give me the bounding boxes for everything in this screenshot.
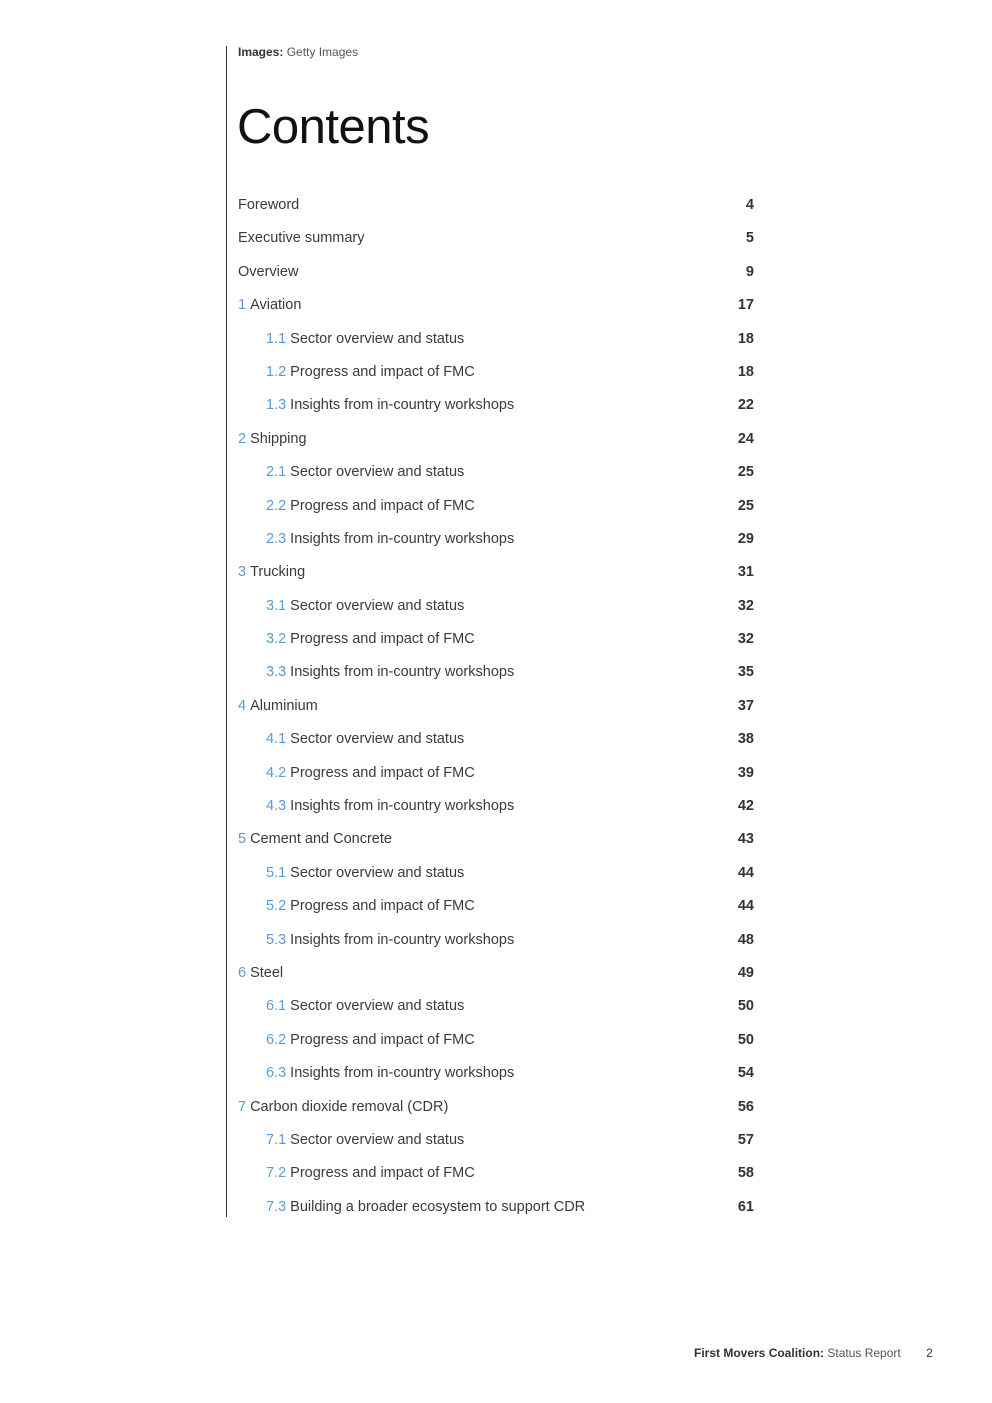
toc-entry-label: Shipping (250, 430, 307, 447)
toc-entry-page-number: 5 (745, 230, 754, 247)
toc-entry-page-number: 42 (737, 798, 754, 815)
toc-section-entry[interactable] (238, 823, 754, 856)
toc-entry-number: 3.3 (266, 664, 287, 681)
toc-entry-number: 7.3 (266, 1198, 287, 1215)
toc-section-entry[interactable] (238, 1091, 754, 1124)
toc-entry-number: 4.1 (266, 731, 287, 748)
table-of-contents (238, 189, 754, 1224)
toc-entry-number: 1.3 (266, 397, 287, 414)
toc-entry-page-number: 56 (737, 1098, 754, 1115)
footer-doc-title: Status Report (827, 1346, 901, 1360)
toc-section-entry[interactable] (238, 957, 754, 990)
toc-entry-page-number: 54 (737, 1065, 754, 1082)
toc-entry-page-number: 44 (737, 898, 754, 915)
toc-subsection-entry[interactable] (238, 1157, 754, 1190)
toc-entry-number: 6 (238, 964, 247, 981)
toc-subsection-entry[interactable] (238, 623, 754, 656)
toc-entry-page-number: 4 (745, 197, 754, 213)
toc-entry-number: 2.3 (266, 530, 287, 547)
toc-entry-label: Steel (250, 964, 284, 981)
footer-page-number: 2 (926, 1346, 933, 1360)
toc-subsection-entry[interactable] (238, 723, 754, 756)
toc-section-entry[interactable] (238, 690, 754, 723)
toc-entry-label: Progress and impact of FMC (290, 631, 475, 648)
toc-entry-label: Progress and impact of FMC (290, 363, 475, 380)
toc-entry-page-number: 61 (737, 1198, 754, 1215)
toc-section-entry[interactable] (238, 289, 754, 322)
toc-entry-label: Building a broader ecosystem to support CDR (290, 1198, 586, 1215)
toc-entry-page-number: 25 (737, 497, 754, 514)
toc-entry-number: 4 (238, 697, 247, 714)
toc-entry-label: Insights from in-country workshops (290, 1065, 515, 1082)
toc-entry-label: Overview (238, 263, 299, 280)
toc-entry-label: Sector overview and status (290, 864, 465, 881)
toc-section-entry[interactable] (238, 222, 754, 255)
toc-subsection-entry[interactable] (238, 1057, 754, 1090)
toc-subsection-entry[interactable] (238, 323, 754, 356)
toc-entry-page-number: 24 (737, 430, 754, 447)
toc-entry-page-number: 50 (737, 998, 754, 1015)
toc-subsection-entry[interactable] (238, 924, 754, 957)
toc-subsection-entry[interactable] (238, 656, 754, 689)
toc-entry-label: Sector overview and status (290, 597, 465, 614)
toc-subsection-entry[interactable] (238, 757, 754, 790)
toc-subsection-entry[interactable] (238, 1191, 754, 1224)
toc-entry-page-number: 37 (737, 697, 754, 714)
toc-entry-page-number: 18 (737, 363, 754, 380)
toc-entry-number: 1.1 (266, 330, 287, 347)
toc-entry-number: 5.3 (266, 931, 287, 948)
left-vertical-rule (226, 46, 227, 1217)
toc-entry-label: Progress and impact of FMC (290, 898, 475, 915)
toc-entry-label: Executive summary (238, 230, 365, 247)
page-footer (694, 1346, 933, 1360)
toc-entry-label: Aluminium (250, 697, 318, 714)
toc-entry-label: Progress and impact of FMC (290, 1031, 475, 1048)
toc-entry-label: Insights from in-country workshops (290, 530, 515, 547)
toc-subsection-entry[interactable] (238, 857, 754, 890)
toc-entry-number: 6.3 (266, 1065, 287, 1082)
toc-subsection-entry[interactable] (238, 890, 754, 923)
toc-section-entry[interactable] (238, 423, 754, 456)
toc-subsection-entry[interactable] (238, 1024, 754, 1057)
footer-org: First Movers Coalition: (694, 1346, 825, 1360)
toc-entry-number: 3.1 (266, 597, 287, 614)
toc-entry-number: 5 (238, 831, 247, 848)
toc-entry-page-number: 9 (745, 263, 754, 280)
toc-entry-number: 3.2 (266, 631, 287, 648)
toc-entry-page-number: 32 (737, 631, 754, 648)
toc-entry-number: 2 (238, 430, 247, 447)
toc-entry-number: 2.1 (266, 464, 287, 481)
image-credit (238, 45, 358, 59)
toc-entry-label: Sector overview and status (290, 998, 465, 1015)
toc-entry-page-number: 49 (737, 964, 754, 981)
toc-entry-number: 7 (238, 1098, 247, 1115)
toc-entry-page-number: 17 (737, 297, 754, 314)
toc-entry-number: 4.3 (266, 798, 287, 815)
toc-entry-number: 2.2 (266, 497, 287, 514)
toc-entry-page-number: 38 (737, 731, 754, 748)
toc-subsection-entry[interactable] (238, 389, 754, 422)
toc-section-entry[interactable] (238, 256, 754, 289)
toc-entry-label: Sector overview and status (290, 464, 465, 481)
toc-entry-label: Sector overview and status (290, 731, 465, 748)
page-title: Contents (237, 100, 430, 154)
toc-entry-number: 5.2 (266, 898, 287, 915)
toc-entry-page-number: 29 (737, 530, 754, 547)
toc-entry-page-number: 50 (737, 1031, 754, 1048)
toc-entry-page-number: 39 (737, 764, 754, 781)
toc-subsection-entry[interactable] (238, 523, 754, 556)
toc-entry-number: 6.1 (266, 998, 287, 1015)
toc-entry-label: Cement and Concrete (250, 831, 392, 848)
image-credit-label: Images: (238, 45, 284, 59)
toc-subsection-entry[interactable] (238, 356, 754, 389)
toc-entry-page-number: 22 (737, 397, 754, 414)
toc-entry-page-number: 48 (737, 931, 754, 948)
toc-entry-number: 1 (238, 297, 247, 314)
toc-entry-number: 4.2 (266, 764, 287, 781)
toc-entry-label: Carbon dioxide removal (CDR) (250, 1098, 449, 1115)
toc-entry-number: 5.1 (266, 864, 287, 881)
toc-entry-page-number: 35 (737, 664, 754, 681)
toc-entry-label: Aviation (250, 297, 302, 314)
toc-subsection-entry[interactable] (238, 590, 754, 623)
toc-entry-number: 3 (238, 564, 247, 581)
toc-section-entry[interactable] (238, 556, 754, 589)
toc-subsection-entry[interactable] (238, 990, 754, 1023)
toc-entry-number: 7.2 (266, 1165, 287, 1182)
toc-entry-label: Progress and impact of FMC (290, 497, 475, 514)
toc-entry-label: Insights from in-country workshops (290, 931, 515, 948)
toc-section-entry[interactable] (238, 189, 754, 222)
toc-entry-page-number: 57 (737, 1131, 754, 1148)
toc-entry-number: 7.1 (266, 1131, 287, 1148)
toc-subsection-entry[interactable] (238, 456, 754, 489)
toc-entry-number: 1.2 (266, 363, 287, 380)
toc-entry-label: Sector overview and status (290, 1131, 465, 1148)
toc-entry-label: Insights from in-country workshops (290, 397, 515, 414)
toc-entry-page-number: 43 (737, 831, 754, 848)
toc-entry-page-number: 32 (737, 597, 754, 614)
toc-entry-label: Trucking (250, 564, 306, 581)
toc-entry-label: Foreword (238, 197, 300, 213)
toc-entry-label: Sector overview and status (290, 330, 465, 347)
toc-entry-number: 6.2 (266, 1031, 287, 1048)
toc-entry-page-number: 25 (737, 464, 754, 481)
toc-entry-page-number: 31 (737, 564, 754, 581)
toc-subsection-entry[interactable] (238, 490, 754, 523)
toc-entry-label: Progress and impact of FMC (290, 1165, 475, 1182)
toc-subsection-entry[interactable] (238, 790, 754, 823)
toc-entry-label: Insights from in-country workshops (290, 798, 515, 815)
toc-entry-page-number: 58 (737, 1165, 754, 1182)
toc-entry-page-number: 44 (737, 864, 754, 881)
toc-entry-page-number: 18 (737, 330, 754, 347)
toc-entry-label: Progress and impact of FMC (290, 764, 475, 781)
toc-subsection-entry[interactable] (238, 1124, 754, 1157)
image-credit-value: Getty Images (286, 45, 359, 59)
toc-entry-label: Insights from in-country workshops (290, 664, 515, 681)
